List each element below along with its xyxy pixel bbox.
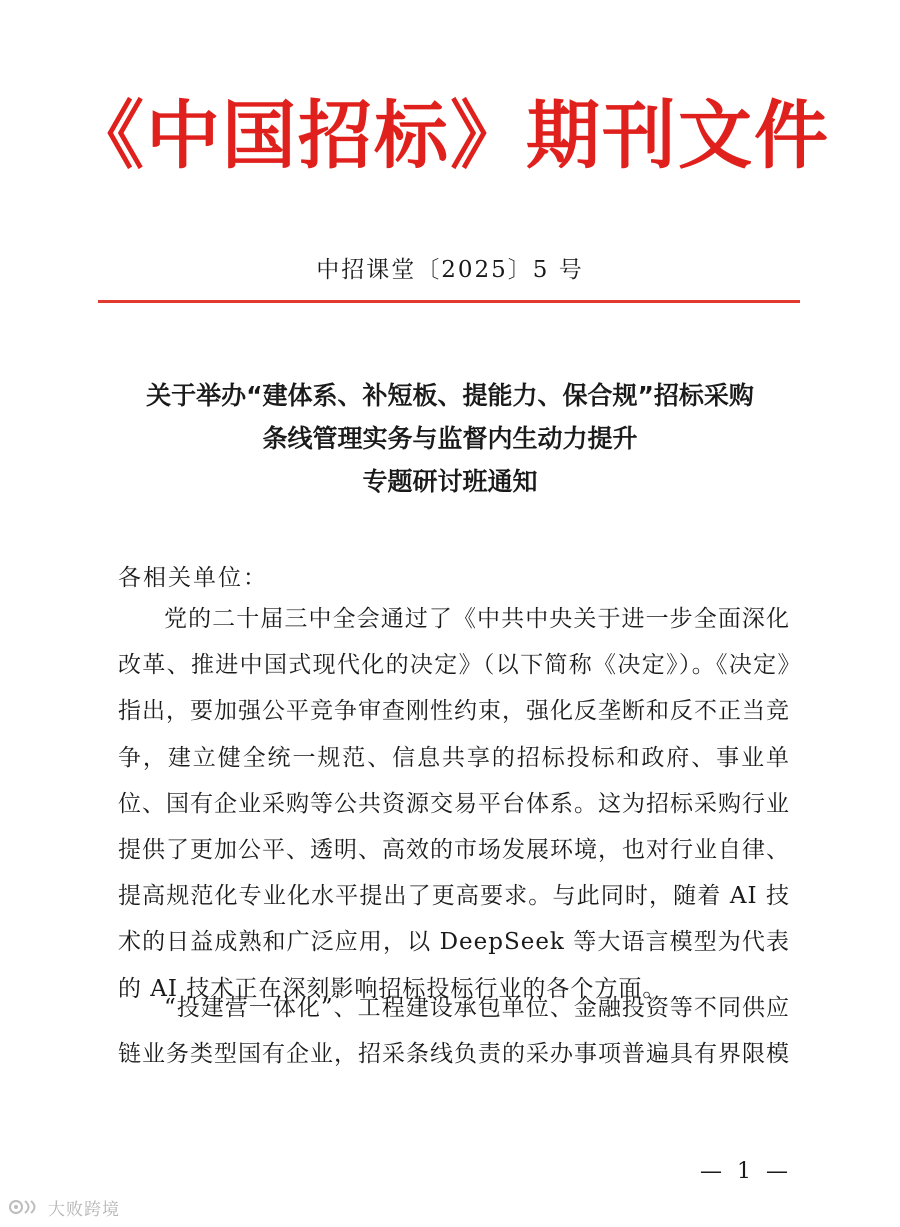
body-paragraph-1: 党的二十届三中全会通过了《中共中央关于进一步全面深化改革、推进中国式现代化的决定》（以下简称《决定》）。《决定》指出，要加强公平竞争审查刚性约束，强化反垄断和反不正当竞争，建立健全统一规范、信息共享的招标投标和政府、事业单位、国有企业采购等公共资源交易平台体系。这为招标采购行业提供了更加公平、透明、高效的市场发展环境，也对行业自律、提高规范化专业化水平提出了更高要求。与此同时，随着 AI 技术的日益成熟和广泛应用，以 DeepSeek 等大语言模型为代表的 AI 技术正在深刻影响招标投标行业的各个方面。 <box>118 606 790 1002</box>
body-paragraph-2: “投建营一体化”、工程建设承包单位、金融投资等不同供应链业务类型国有企业，招采条线负责的采办事项普遍具有界限模 <box>118 995 790 1068</box>
watermark-logo-icon <box>8 1197 42 1217</box>
notice-title-line-3: 专题研讨班通知 <box>362 467 538 496</box>
page-number: — 1 — <box>700 1159 792 1184</box>
masthead-title: 《中国招标》期刊文件 <box>70 93 830 179</box>
red-divider <box>98 300 800 303</box>
notice-title <box>60 374 840 503</box>
document-number: 中招课堂〔2025〕5 号 <box>316 257 584 283</box>
notice-title-line-2: 条线管理实务与监督内生动力提升 <box>262 424 638 453</box>
watermark-text: 大败跨境 <box>48 1199 120 1220</box>
notice-title-line-1: 关于举办“建体系、补短板、提能力、保合规”招标采购 <box>146 381 754 410</box>
watermark <box>8 1194 120 1220</box>
salutation: 各相关单位： <box>118 565 268 591</box>
